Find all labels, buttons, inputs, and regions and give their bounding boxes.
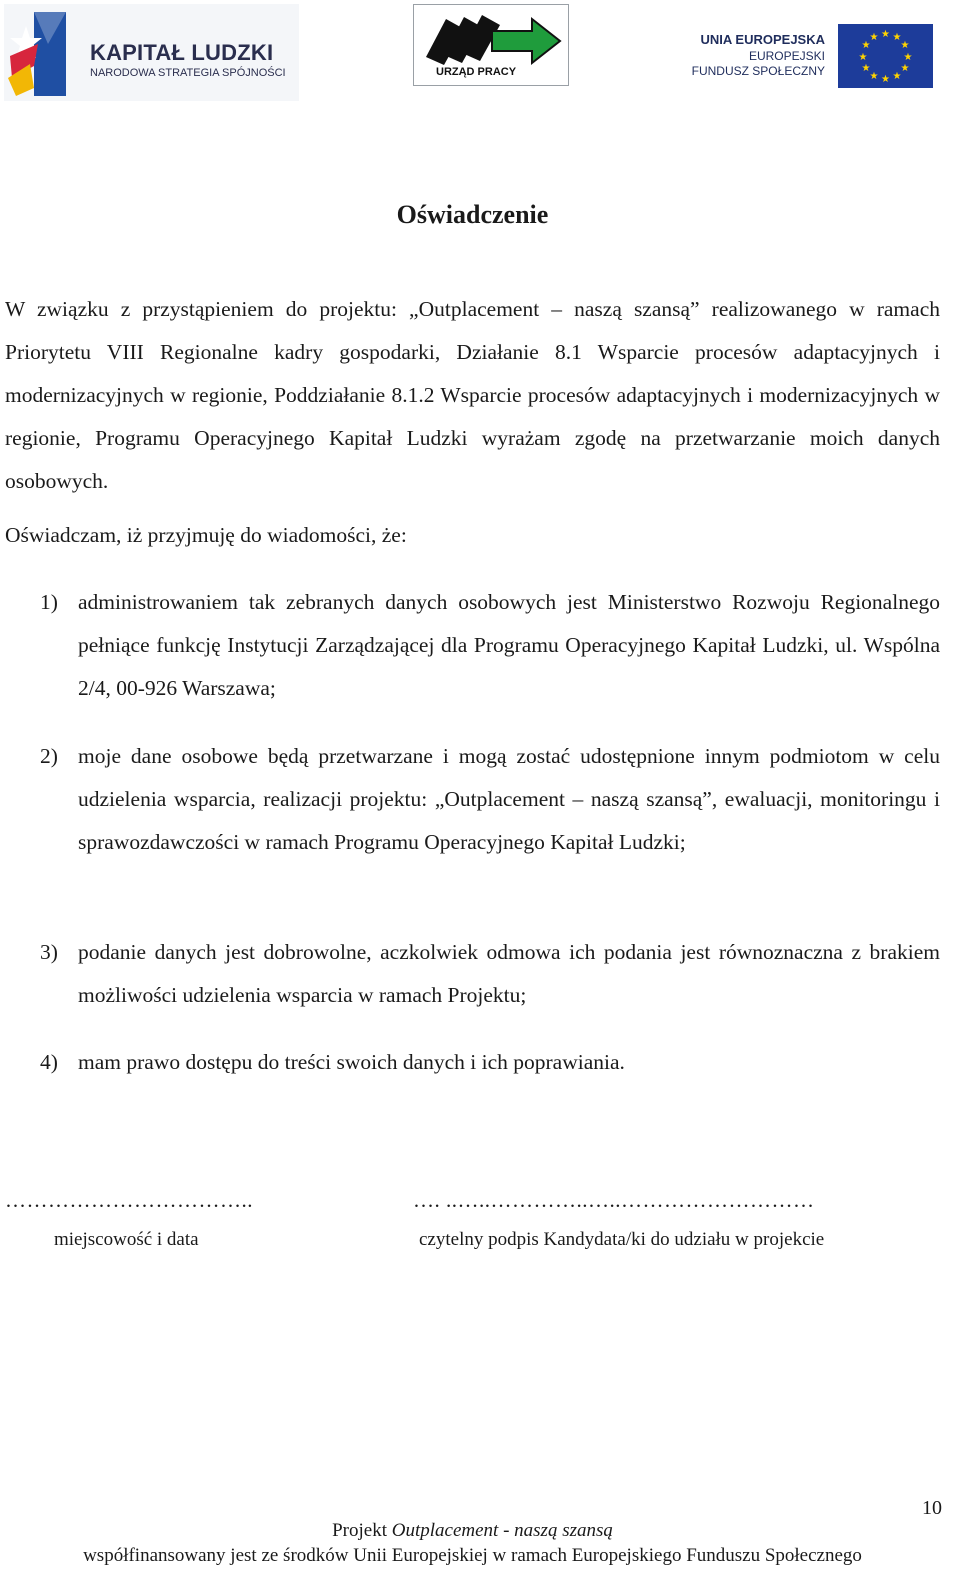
footer-cofinancing: współfinansowany jest ze środków Unii Europejskiej w ramach Europejskiego Funduszu Społecznego xyxy=(83,1545,862,1566)
svg-text:★: ★ xyxy=(900,63,910,74)
footer-project-line xyxy=(0,1520,945,1542)
eu-line-3: FUNDUSZ SPOŁECZNY xyxy=(691,64,825,78)
intro-paragraph: W związku z przystąpieniem do projektu: „Outplacement – naszą szansą” realizowanego w ramach Priorytetu VIII Regionalne kadry gospodarki, Działanie 8.1 Wsparcie procesów adaptacyjnych i modernizacyjnych w regionie, Poddziałanie 8.1.2 Wsparcie procesów adaptacyjnych i modernizacyjnych w regionie, Programu Operacyjnego Kapitał Ludzki wyrażam zgodę na przetwarzanie moich danych osobowych. xyxy=(5,297,940,493)
urzad-pracy-text: URZĄD PRACY xyxy=(436,66,517,78)
svg-text:★: ★ xyxy=(903,52,913,63)
list-item-text: podanie danych jest dobrowolne, aczkolwiek odmowa ich podania jest równoznaczna z brakiem możliwości udzielenia wsparcia w ramach Projektu; xyxy=(78,940,940,1007)
list-item xyxy=(40,931,940,1017)
footer-project-name: Outplacement - naszą szansą xyxy=(391,1520,613,1541)
signature-line: …. ..…..…………..…..……………………… xyxy=(413,1188,815,1212)
signature-label: czytelny podpis Kandydata/ki do udziału w projekcie xyxy=(419,1229,825,1250)
svg-text:★: ★ xyxy=(861,63,871,74)
urzad-pracy-logo xyxy=(413,4,569,86)
list-item-text: moje dane osobowe będą przetwarzane i mogą zostać udostępnione innym podmiotom w celu udzielenia wsparcia, realizacji projektu: „Outplacement – naszą szansą”, ewaluacji, monitoringu i sprawozdawczości w ramach Programu Operacyjnego Kapitał Ludzki; xyxy=(78,744,940,854)
eu-line-2: EUROPEJSKI xyxy=(748,49,825,63)
place-date-line: …………………………….. xyxy=(5,1188,253,1212)
list-item-text: administrowaniem tak zebranych danych osobowych jest Ministerstwo Rozwoju Regionalnego pełniące funkcję Instytucji Zarządzającej dla Programu Operacyjnego Kapitał Ludzki, ul. Wspólna 2/4, 00-926 Warszawa; xyxy=(78,590,940,700)
svg-text:★: ★ xyxy=(881,74,890,85)
statement-paragraph: Oświadczam, iż przyjmuję do wiadomości, że: xyxy=(5,523,407,547)
svg-text:★: ★ xyxy=(861,40,871,51)
urzad-pracy-arrow-icon xyxy=(414,7,568,67)
eu-logo xyxy=(690,22,935,92)
list-item-number: 1) xyxy=(40,590,58,614)
list-item xyxy=(40,581,940,710)
kapital-ludzki-logo xyxy=(4,4,299,101)
kapital-ludzki-star-logo-icon xyxy=(4,4,84,101)
svg-text:★: ★ xyxy=(869,71,879,82)
footer-project-prefix: Projekt xyxy=(332,1520,387,1541)
page-number: 10 xyxy=(922,1497,942,1519)
list-item-number: 3) xyxy=(40,940,58,964)
list-item-number: 4) xyxy=(40,1050,58,1074)
svg-text:★: ★ xyxy=(892,32,902,43)
kapital-ludzki-title: KAPITAŁ LUDZKI xyxy=(90,40,274,65)
document-title: Oświadczenie xyxy=(396,200,549,229)
eu-flag-icon xyxy=(838,24,933,88)
place-date-label: miejscowość i data xyxy=(54,1229,199,1250)
svg-text:★: ★ xyxy=(881,29,890,40)
list-item-number: 2) xyxy=(40,744,58,768)
svg-text:★: ★ xyxy=(869,32,879,43)
svg-text:★: ★ xyxy=(900,40,910,51)
list-item xyxy=(40,735,940,864)
list-item-text: mam prawo dostępu do treści swoich danych i ich poprawiania. xyxy=(78,1050,625,1074)
eu-line-1: UNIA EUROPEJSKA xyxy=(700,32,825,47)
svg-text:★: ★ xyxy=(892,71,902,82)
svg-text:★: ★ xyxy=(858,52,868,63)
kapital-ludzki-subtitle: NARODOWA STRATEGIA SPÓJNOŚCI xyxy=(90,67,286,79)
list-item xyxy=(40,1041,940,1084)
